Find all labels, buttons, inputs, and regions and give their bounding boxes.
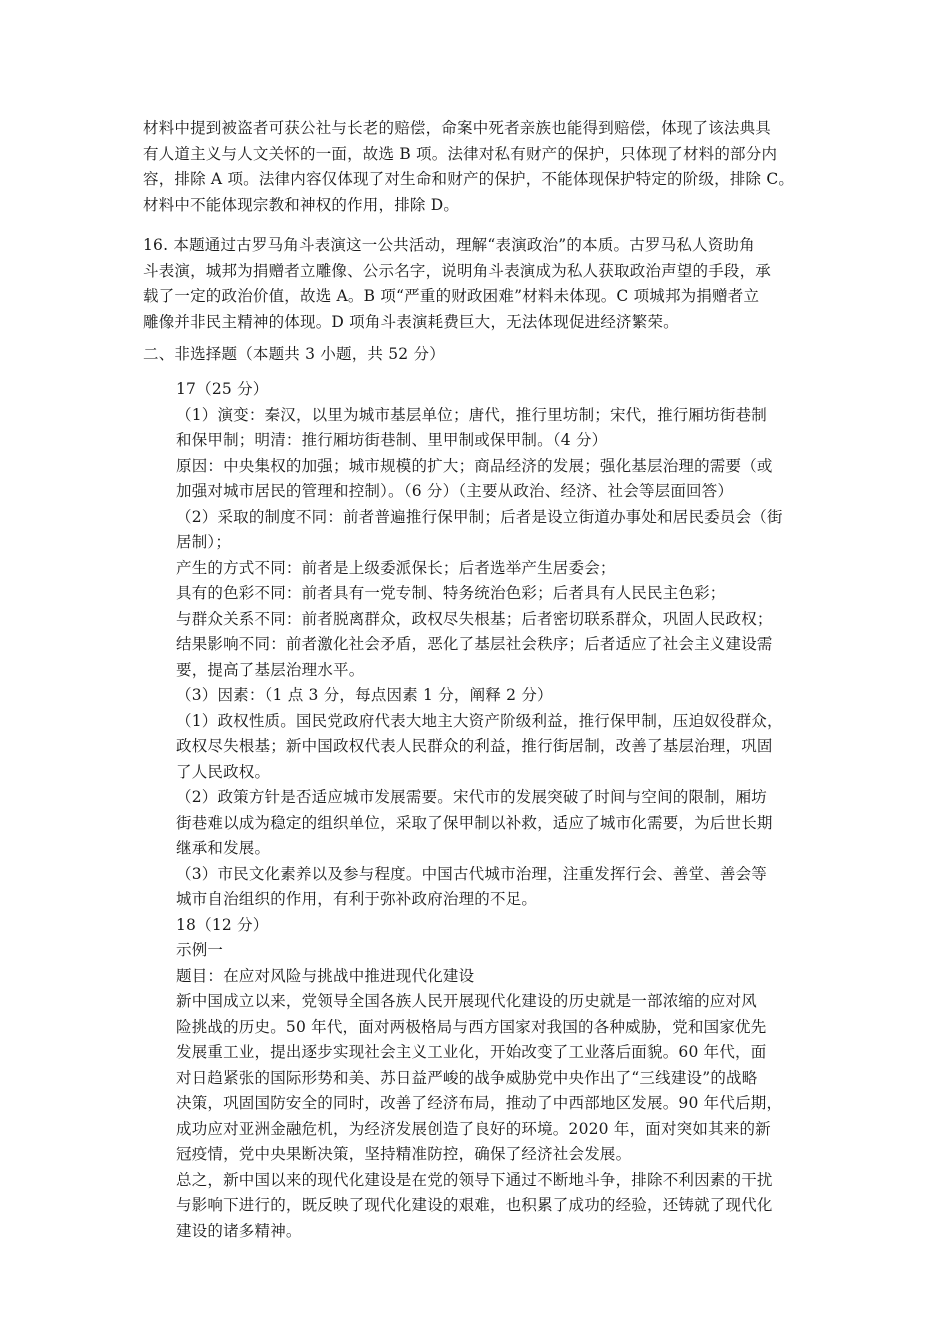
text-line: 冠疫情，党中央果断决策，坚持精准防控，确保了经济社会发展。: [176, 1145, 632, 1163]
text-line: 具有的色彩不同：前者具有一党专制、特务统治色彩；后者具有人民民主色彩；: [176, 584, 726, 602]
text-line: （2）采取的制度不同：前者普遍推行保甲制；后者是设立街道办事处和居民委员会（街: [176, 507, 783, 526]
text-line: 城市自治组织的作用，有利于弥补政府治理的不足。: [176, 890, 538, 908]
text-line: 建设的诸多精神。: [176, 1221, 302, 1240]
text-line: 政权尽失根基；新中国政权代表人民群众的利益，推行街居制，改善了基层治理，巩固: [176, 737, 773, 755]
text-line: 对日趋紧张的国际形势和美、苏日益严峻的战争威胁党中央作出了“三线建设”的战略: [176, 1068, 758, 1087]
text-line: 产生的方式不同：前者是上级委派保长；后者选举产生居委会；: [176, 558, 616, 577]
text-line: （3）市民文化素养以及参与程度。中国古代城市治理，注重发挥行会、善堂、善会等: [176, 864, 767, 883]
text-line: 与影响下进行的，既反映了现代化建设的艰难，也积累了成功的经验，还铸就了现代化: [176, 1196, 773, 1214]
text-line: 要，提高了基层治理水平。: [176, 660, 365, 679]
text-line: 原因：中央集权的加强；城市规模的扩大；商品经济的发展；强化基层治理的需要（或: [176, 456, 773, 475]
text-line: 了人民政权。: [176, 762, 271, 781]
text-line: 新中国成立以来，党领导全国各族人民开展现代化建设的历史就是一部浓缩的应对风: [176, 992, 757, 1010]
text-line: （2）政策方针是否适应城市发展需要。宋代市的发展突破了时间与空间的限制，厢坊: [176, 788, 767, 806]
text-line: 容，排除 A 项。法律内容仅体现了对生命和财产的保护，不能体现保护特定的阶级，排除 C。: [143, 170, 795, 188]
text-line: 载了一定的政治价值，故选 A。B 项“严重的财政困难”材料未体现。C 项城邦为捐赠者立: [143, 287, 760, 305]
text-line: （1）演变：秦汉，以里为城市基层单位；唐代，推行里坊制；宋代，推行厢坊街巷制: [176, 405, 767, 424]
text-line: 结果影响不同：前者激化社会矛盾，恶化了基层社会秩序；后者适应了社会主义建设需: [176, 635, 773, 653]
text-line: （1）政权性质。国民党政府代表大地主大资产阶级利益，推行保甲制，压迫奴役群众，: [176, 711, 783, 730]
text-line: 斗表演，城邦为捐赠者立雕像、公示名字，说明角斗表演成为私人获取政治声望的手段，承: [143, 261, 772, 280]
text-line: 发展重工业，提出逐步实现社会主义工业化，开始改变了工业落后面貌。60 年代，面: [176, 1043, 767, 1061]
text-line: 加强对城市居民的管理和控制）。（6 分）（主要从政治、经济、社会等层面回答）: [176, 482, 734, 500]
text-line: 街巷难以成为稳定的组织单位，采取了保甲制以补救，适应了城市化需要，为后世长期: [176, 813, 773, 832]
text-line: 成功应对亚洲金融危机，为经济发展创造了良好的环境。2020 年，面对突如其来的新: [176, 1119, 771, 1138]
text-line: 16. 本题通过古罗马角斗表演这一公共活动，理解“表演政治”的本质。古罗马私人资助角: [143, 236, 755, 254]
text-line: 题目：在应对风险与挑战中推进现代化建设: [176, 966, 475, 985]
non-choice-answers: [176, 377, 816, 1270]
text-line: 材料中不能体现宗教和神权的作用，排除 D。: [143, 195, 460, 214]
text-line: 示例一: [176, 941, 224, 959]
text-line: （3）因素：（1 点 3 分，每点因素 1 分，阐释 2 分）: [176, 686, 553, 704]
text-line: 有人道主义与人文关怀的一面，故选 B 项。法律对私有财产的保护，只体现了材料的部分内: [143, 144, 778, 163]
text-line: 和保甲制；明清：推行厢坊街巷制、里甲制或保甲制。（4 分）: [176, 431, 608, 449]
question-header: 18（12 分）: [176, 915, 269, 934]
answer-explanation-15: [143, 116, 813, 218]
text-line: [176, 1244, 816, 1270]
text-line: 继承和发展。: [176, 839, 271, 857]
text-line: 决策，巩固国防安全的同时，改善了经济布局，推动了中西部地区发展。90 年代后期，: [176, 1094, 783, 1112]
text-line: 雕像并非民主精神的体现。D 项角斗表演耗费巨大，无法体现促进经济繁荣。: [143, 312, 679, 331]
text-line: 材料中提到被盗者可获公社与长老的赔偿，命案中死者亲族也能得到赔偿，体现了该法典具: [143, 119, 772, 137]
text-line: 总之，新中国以来的现代化建设是在党的领导下通过不断地斗争，排除不利因素的干扰: [176, 1170, 773, 1189]
question-header: 17（25 分）: [176, 380, 269, 398]
text-line: 居制）；: [176, 533, 232, 551]
answer-explanation-16: [143, 233, 813, 335]
text-line: 险挑战的历史。50 年代，面对两极格局与西方国家对我国的各种威胁，党和国家优先: [176, 1017, 767, 1036]
section-heading: [143, 342, 813, 368]
text-line: 与群众关系不同：前者脱离群众，政权尽失根基；后者密切联系群众，巩固人民政权；: [176, 609, 773, 628]
section-title: 二、非选择题（本题共 3 小题，共 52 分）: [143, 345, 445, 363]
